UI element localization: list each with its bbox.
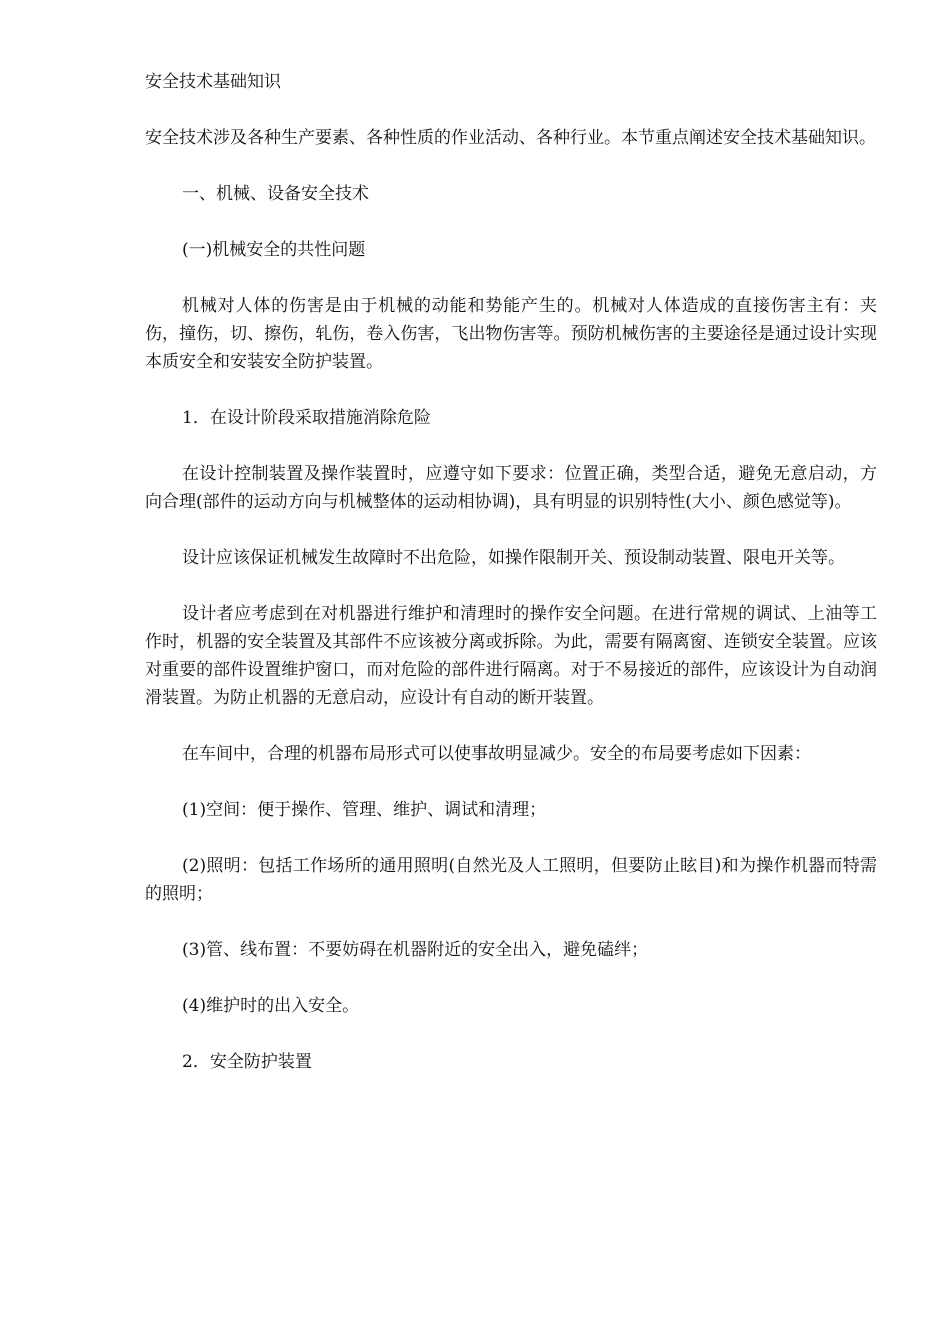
paragraph-maintenance-safety: 设计者应考虑到在对机器进行维护和清理时的操作安全问题。在进行常规的调试、上油等工作时，机器的安全装置及其部件不应该被分离或拆除。为此，需要有隔离窗、连锁安全装置。应该对重要的部件设置维护窗口，而对危险的部件进行隔离。对于不易接近的部件，应该设计为自动润滑装置。为防止机器的无意启动，应设计有自动的断开装置。 (145, 604, 877, 708)
paragraph-failsafe-design: 设计应该保证机械发生故障时不出危险，如操作限制开关、预设制动装置、限电开关等。 (182, 548, 845, 568)
item-heading-design-stage: 1．在设计阶段采取措施消除危险 (182, 408, 431, 428)
list-item-lighting: (2)照明：包括工作场所的通用照明(自然光及人工照明，但要防止眩目)和为操作机器而特需的照明； (145, 856, 877, 904)
paragraph-workshop-layout: 在车间中，合理的机器布局形式可以使事故明显减少。安全的布局要考虑如下因素： (182, 744, 811, 764)
document-page (145, 68, 877, 1104)
intro-paragraph: 安全技术涉及各种生产要素、各种性质的作业活动、各种行业。本节重点阐述安全技术基础知识。 (145, 128, 876, 148)
document-title: 安全技术基础知识 (145, 72, 281, 92)
paragraph-mechanical-hazards: 机械对人体的伤害是由于机械的动能和势能产生的。机械对人体造成的直接伤害主有：夹伤，撞伤，切、擦伤，轧伤，卷入伤害，飞出物伤害等。预防机械伤害的主要途径是通过设计实现本质安全和安装安全防护装置。 (145, 296, 877, 372)
list-item-maintenance-access: (4)维护时的出入安全。 (182, 996, 360, 1016)
item-heading-safety-guards: 2．安全防护装置 (182, 1052, 312, 1072)
list-item-pipes-lines: (3)管、线布置：不要妨碍在机器附近的安全出入，避免磕绊； (182, 940, 649, 960)
paragraph-control-design: 在设计控制装置及操作装置时，应遵守如下要求：位置正确，类型合适，避免无意启动，方向合理(部件的运动方向与机械整体的运动相协调)，具有明显的识别特性(大小、颜色感觉等)。 (145, 464, 877, 512)
section-heading-machinery: 一、机械、设备安全技术 (182, 184, 369, 204)
subsection-heading-common-issues: (一)机械安全的共性问题 (182, 240, 366, 260)
list-item-space: (1)空间：便于操作、管理、维护、调试和清理； (182, 800, 547, 820)
